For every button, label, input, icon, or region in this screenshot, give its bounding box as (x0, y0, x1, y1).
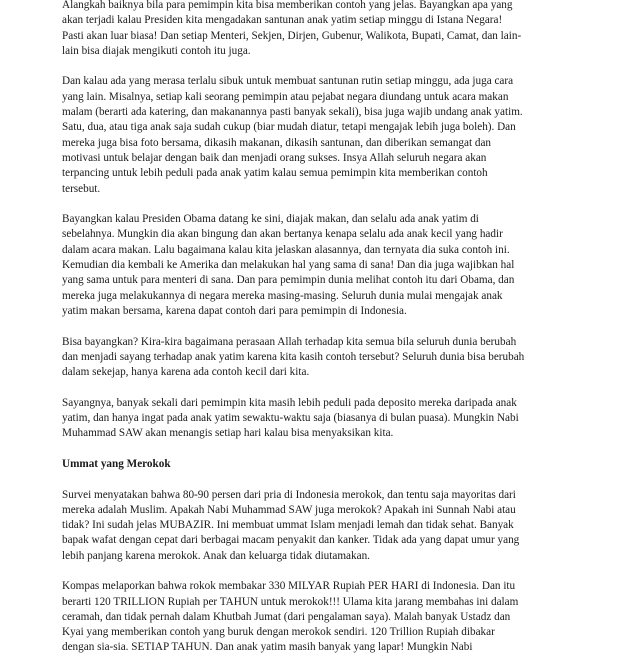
text-line: Satu, dua, atau tiga anak saja sudah cukup (biar mudah diatur, tetapi mengajak lebih juga boleh). Dan (62, 121, 516, 134)
text-line: terpancing untuk lebih peduli pada anak yatim kalau semua pemimpin kita memberikan contoh (62, 167, 488, 180)
text-line: Alangkah baiknya bila para pemimpin kita bisa memberikan contoh yang jelas. Bayangkan apa yang (62, 0, 513, 11)
text-line: lebih panjang karena merokok. Anak dan keluarga tidak diutamakan. (62, 549, 370, 562)
paragraph-1 (62, 0, 587, 59)
text-line: dan menjadi sayang terhadap anak yatim karena kita kasih contoh tersebut? Seluruh dunia bisa berubah (62, 350, 525, 363)
text-line: Kyai yang memberikan contoh yang buruk dengan merokok sendiri. 120 Trillion Rupiah dibakar (62, 626, 495, 639)
text-line: Kemudian dia kembali ke Amerika dan melakukan hal yang sama di sana! Dan dia juga wajibkan hal (62, 259, 515, 272)
text-line: mereka juga melakukannya di negara mereka masing-masing. Seluruh dunia mulai mengajak anak (62, 289, 503, 302)
heading-text: Ummat yang Merokok (62, 457, 171, 470)
text-line: Kompas melaporkan bahwa rokok membakar 330 MILYAR Rupiah PER HARI di Indonesia. Dan itu (62, 580, 516, 593)
text-line: Bisa bayangkan? Kira-kira bagaimana perasaan Allah terhadap kita semua bila seluruh dunia berubah (62, 335, 517, 348)
paragraph-5 (62, 396, 587, 442)
text-line: dalam acara makan. Lalu bagaimana kalau kita jelaskan alasannya, dan ternyata dia suka contoh ini. (62, 243, 510, 256)
text-line: malam (berarti ada katering, dan makanannya pasti banyak sekali), bisa juga wajib undang anak yatim. (62, 106, 523, 119)
text-line: Survei menyatakan bahwa 80-90 persen dari pria di Indonesia merokok, dan tentu saja mayoritas dari (62, 488, 516, 501)
text-line: yatim makan bersama, karena dapat contoh dari para pemimpin di Indonesia. (62, 304, 407, 317)
document-page (62, 0, 587, 671)
text-line: Bayangkan kalau Presiden Obama datang ke sini, diajak makan, dan selalu ada anak yatim di (62, 213, 479, 226)
text-line: mereka adalah Muslim. Apakah Nabi Muhammad SAW juga merokok? Apakah ini Sunnah Nabi atau (62, 503, 516, 516)
text-line: dalam sekejap, hanya karena ada contoh kecil dari kita. (62, 366, 310, 379)
text-line: dengan sia-sia. SETIAP TAHUN. Dan anak yatim masih banyak yang lapar! Mungkin Nabi (62, 641, 473, 654)
text-line: yatim, dan hanya ingat pada anak yatim sewaktu-waktu saja (biasanya di bulan puasa). Mungkin Nabi (62, 412, 519, 425)
text-line: mereka juga bisa foto bersama, dikasih makanan, dikasih santunan, dan diberikan semangat dan (62, 136, 492, 149)
section-heading (62, 457, 587, 472)
text-line: yang lain. Misalnya, setiap kali seorang pemimpin atau pejabat negara diundang untuk acara makan (62, 90, 509, 103)
paragraph-4 (62, 335, 587, 381)
text-line: berarti 120 TRILLION Rupiah per TAHUN untuk merokok!!! Ulama kita jarang membahas ini dalam (62, 595, 519, 608)
text-line: tidak? Ini sudah jelas MUBAZIR. Ini membuat ummat Islam menjadi lemah dan tidak sehat. Banyak (62, 519, 514, 532)
text-line: lain bisa diajak mengikuti contoh itu juga. (62, 44, 251, 57)
text-line: bapak wafat dengan cepat dari berbagai macam penyakit dan kanker. Tidak ada yang dapat umur yang (62, 534, 520, 547)
text-line: motivasi untuk belajar dengan baik dan menjadi orang sukses. Insya Allah seluruh negara akan (62, 151, 487, 164)
paragraph-7 (62, 579, 587, 655)
text-line: akan terjadi kalau Presiden kita mengadakan santunan anak yatim setiap minggu di Istana Negara! (62, 14, 503, 27)
paragraph-2 (62, 74, 587, 196)
text-line: tersebut. (62, 182, 101, 195)
text-line: sebelahnya. Mungkin dia akan bingung dan akan bertanya kenapa selalu ada anak kecil yang hadir (62, 228, 503, 241)
paragraph-3 (62, 212, 587, 319)
paragraph-6 (62, 488, 587, 564)
text-line: Pasti akan luar biasa! Dan setiap Menteri, Sekjen, Dirjen, Gubenur, Walikota, Bupati, Camat, dan lain- (62, 29, 522, 42)
text-line: yang sama untuk para menteri di sana. Dan para pemimpin dunia melihat contoh itu dari Obama, dan (62, 274, 515, 287)
text-line: ceramah, dan tidak pernah dalam Khutbah Jumat (dari pengalaman saya). Malah banyak Ustadz dan (62, 610, 511, 623)
text-line: Dan kalau ada yang merasa terlalu sibuk untuk membuat santunan rutin setiap minggu, ada juga cara (62, 75, 514, 88)
text-line: Muhammad SAW akan menangis setiap hari kalau bisa menyaksikan kita. (62, 427, 394, 440)
text-line: Sayangnya, banyak sekali dari pemimpin kita masih lebih peduli pada deposito mereka daripada anak (62, 396, 517, 409)
